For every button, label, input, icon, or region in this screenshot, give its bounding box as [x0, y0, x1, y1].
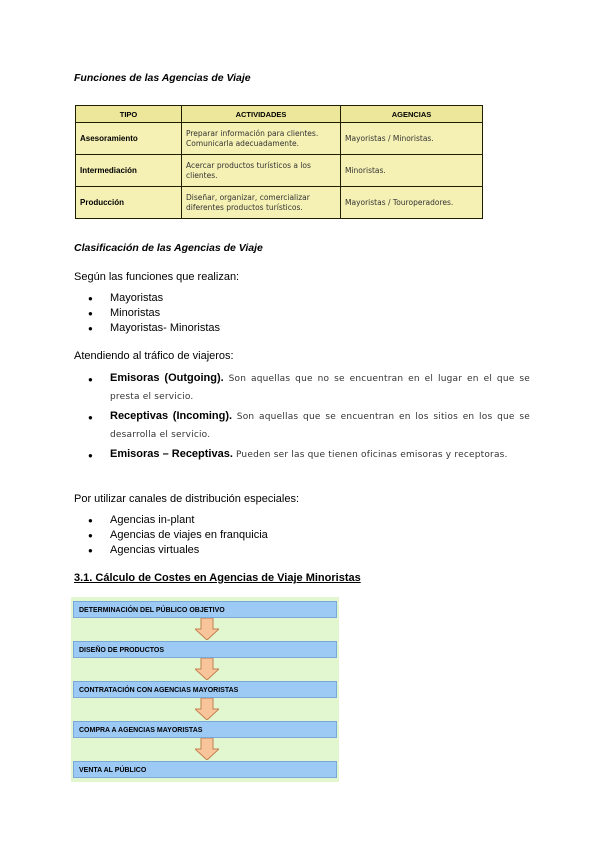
table-row	[76, 123, 483, 155]
cell-agencias: Minoristas.	[341, 155, 483, 187]
list-item: ● Agencias in-plant	[74, 513, 268, 528]
flow-step: DETERMINACIÓN DEL PÚBLICO OBJETIVO	[73, 601, 337, 618]
list-item: ● Agencias virtuales	[74, 543, 268, 558]
cell-actividades: Diseñar, organizar, comercializar diferentes productos turísticos.	[182, 187, 341, 219]
list-item: ● Mayoristas- Minoristas	[74, 321, 220, 336]
flow-step: CONTRATACIÓN CON AGENCIAS MAYORISTAS	[73, 681, 337, 698]
costes-flowchart	[71, 597, 339, 782]
cell-tipo: Intermediación	[76, 155, 182, 187]
clasificacion-title: Clasificación de las Agencias de Viaje	[74, 242, 263, 254]
cell-actividades: Acercar productos turísticos a los clientes.	[182, 155, 341, 187]
cell-agencias: Mayoristas / Minoristas.	[341, 123, 483, 155]
flow-step: VENTA AL PÚBLICO	[73, 761, 337, 778]
cell-tipo: Producción	[76, 187, 182, 219]
term-receptivas: Receptivas (Incoming).	[110, 410, 233, 422]
arrow-down-icon	[195, 698, 219, 720]
desc-emisoras: Son aquellas que no se encuentran en el lugar en el que se presta el servicio.	[110, 374, 531, 402]
flow-step: DISEÑO DE PRODUCTOS	[73, 641, 337, 658]
header-agencias: AGENCIAS	[341, 106, 483, 123]
list-item	[74, 446, 530, 464]
cell-agencias: Mayoristas / Touroperadores.	[341, 187, 483, 219]
flow-step: COMPRA A AGENCIAS MAYORISTAS	[73, 721, 337, 738]
cell-tipo: Asesoramiento	[76, 123, 182, 155]
costes-title: 3.1. Cálculo de Costes en Agencias de Viaje Minoristas	[74, 572, 361, 584]
desc-receptivas: Son aquellas que se encuentran en los sitios en los que se desarrolla el servicio.	[110, 412, 530, 440]
header-tipo: TIPO	[76, 106, 182, 123]
trafico-intro: Atendiendo al tráfico de viajeros:	[74, 350, 234, 362]
arrow-down-icon	[195, 738, 219, 760]
header-actividades: ACTIVIDADES	[182, 106, 341, 123]
table-row	[76, 155, 483, 187]
cell-actividades: Preparar información para clientes. Comunicarla adecuadamente.	[182, 123, 341, 155]
term-emisoras: Emisoras (Outgoing).	[110, 372, 224, 384]
desc-emisoras-receptivas: Pueden ser las que tienen oficinas emisoras y receptoras.	[232, 450, 508, 460]
funciones-list	[74, 291, 220, 336]
funciones-intro: Según las funciones que realizan:	[74, 271, 240, 283]
table-row	[76, 187, 483, 219]
funciones-title: Funciones de las Agencias de Viaje	[74, 72, 251, 84]
list-item: ● Mayoristas	[74, 291, 220, 306]
canales-intro: Por utilizar canales de distribución especiales:	[74, 493, 300, 505]
term-emisoras-receptivas: Emisoras – Receptivas.	[110, 448, 233, 460]
arrow-down-icon	[195, 618, 219, 640]
list-item	[74, 408, 530, 444]
arrow-down-icon	[195, 658, 219, 680]
canales-list	[74, 513, 268, 558]
trafico-list	[74, 370, 530, 466]
list-item	[74, 370, 530, 406]
funciones-table	[75, 105, 483, 219]
list-item: ● Minoristas	[74, 306, 220, 321]
list-item: ● Agencias de viajes en franquicia	[74, 528, 268, 543]
table-header-row	[76, 106, 483, 123]
